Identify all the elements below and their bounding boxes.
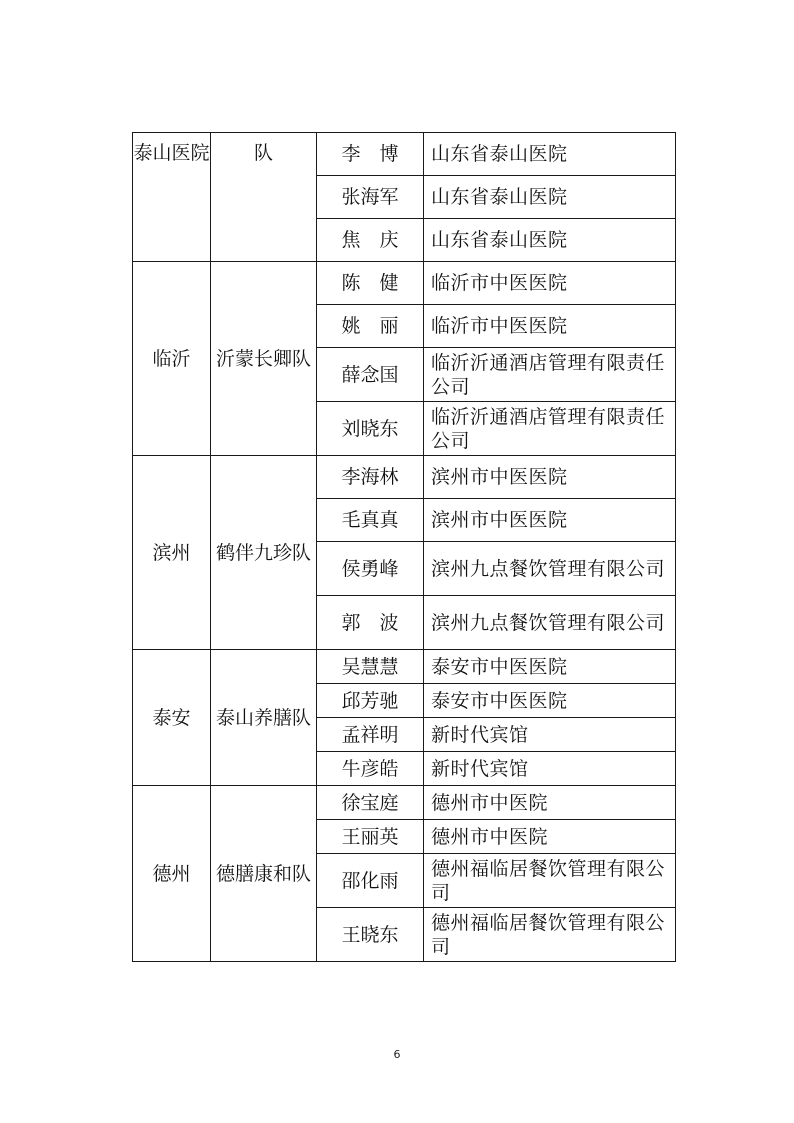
member-name: 吴慧慧 [317, 650, 424, 684]
team-cell: 队 [211, 133, 317, 262]
member-org: 滨州市中医医院 [424, 499, 676, 542]
member-name: 郭 波 [317, 596, 424, 650]
member-org: 德州福临居餐饮管理有限公司 [424, 854, 676, 908]
member-org: 山东省泰山医院 [424, 176, 676, 219]
member-name: 陈 健 [317, 262, 424, 305]
table-row [133, 262, 676, 305]
city-cell: 泰安 [133, 650, 211, 786]
member-org: 滨州九点餐饮管理有限公司 [424, 542, 676, 596]
member-org: 泰安市中医医院 [424, 684, 676, 718]
member-name: 孟祥明 [317, 718, 424, 752]
member-name: 薛念国 [317, 348, 424, 402]
member-org: 德州福临居餐饮管理有限公司 [424, 908, 676, 962]
member-org: 德州市中医院 [424, 786, 676, 820]
team-cell: 鹤伴九珍队 [211, 456, 317, 650]
table-row [133, 786, 676, 820]
member-name: 焦 庆 [317, 219, 424, 262]
member-name: 姚 丽 [317, 305, 424, 348]
member-name: 张海军 [317, 176, 424, 219]
city-cell: 滨州 [133, 456, 211, 650]
member-name: 侯勇峰 [317, 542, 424, 596]
member-name: 王晓东 [317, 908, 424, 962]
member-name: 牛彦皓 [317, 752, 424, 786]
member-org: 临沂市中医医院 [424, 262, 676, 305]
member-name: 邱芳驰 [317, 684, 424, 718]
member-org: 山东省泰山医院 [424, 219, 676, 262]
member-name: 王丽英 [317, 820, 424, 854]
table-body [133, 133, 676, 962]
team-roster-table [132, 132, 676, 962]
member-org: 新时代宾馆 [424, 752, 676, 786]
team-cell: 沂蒙长卿队 [211, 262, 317, 456]
member-org: 泰安市中医医院 [424, 650, 676, 684]
city-cell: 泰山医院 [133, 133, 211, 262]
city-cell: 临沂 [133, 262, 211, 456]
team-cell: 德膳康和队 [211, 786, 317, 962]
member-name: 徐宝庭 [317, 786, 424, 820]
table-row [133, 456, 676, 499]
member-org: 山东省泰山医院 [424, 133, 676, 176]
member-org: 德州市中医院 [424, 820, 676, 854]
page-number: 6 [393, 1048, 401, 1061]
member-org: 滨州市中医医院 [424, 456, 676, 499]
table-row [133, 650, 676, 684]
member-org: 临沂沂通酒店管理有限责任公司 [424, 402, 676, 456]
city-cell: 德州 [133, 786, 211, 962]
member-name: 李 博 [317, 133, 424, 176]
member-name: 李海林 [317, 456, 424, 499]
member-name: 刘晓东 [317, 402, 424, 456]
member-org: 新时代宾馆 [424, 718, 676, 752]
member-org: 滨州九点餐饮管理有限公司 [424, 596, 676, 650]
member-name: 邵化雨 [317, 854, 424, 908]
member-org: 临沂沂通酒店管理有限责任公司 [424, 348, 676, 402]
table-row [133, 133, 676, 176]
team-cell: 泰山养膳队 [211, 650, 317, 786]
member-org: 临沂市中医医院 [424, 305, 676, 348]
member-name: 毛真真 [317, 499, 424, 542]
